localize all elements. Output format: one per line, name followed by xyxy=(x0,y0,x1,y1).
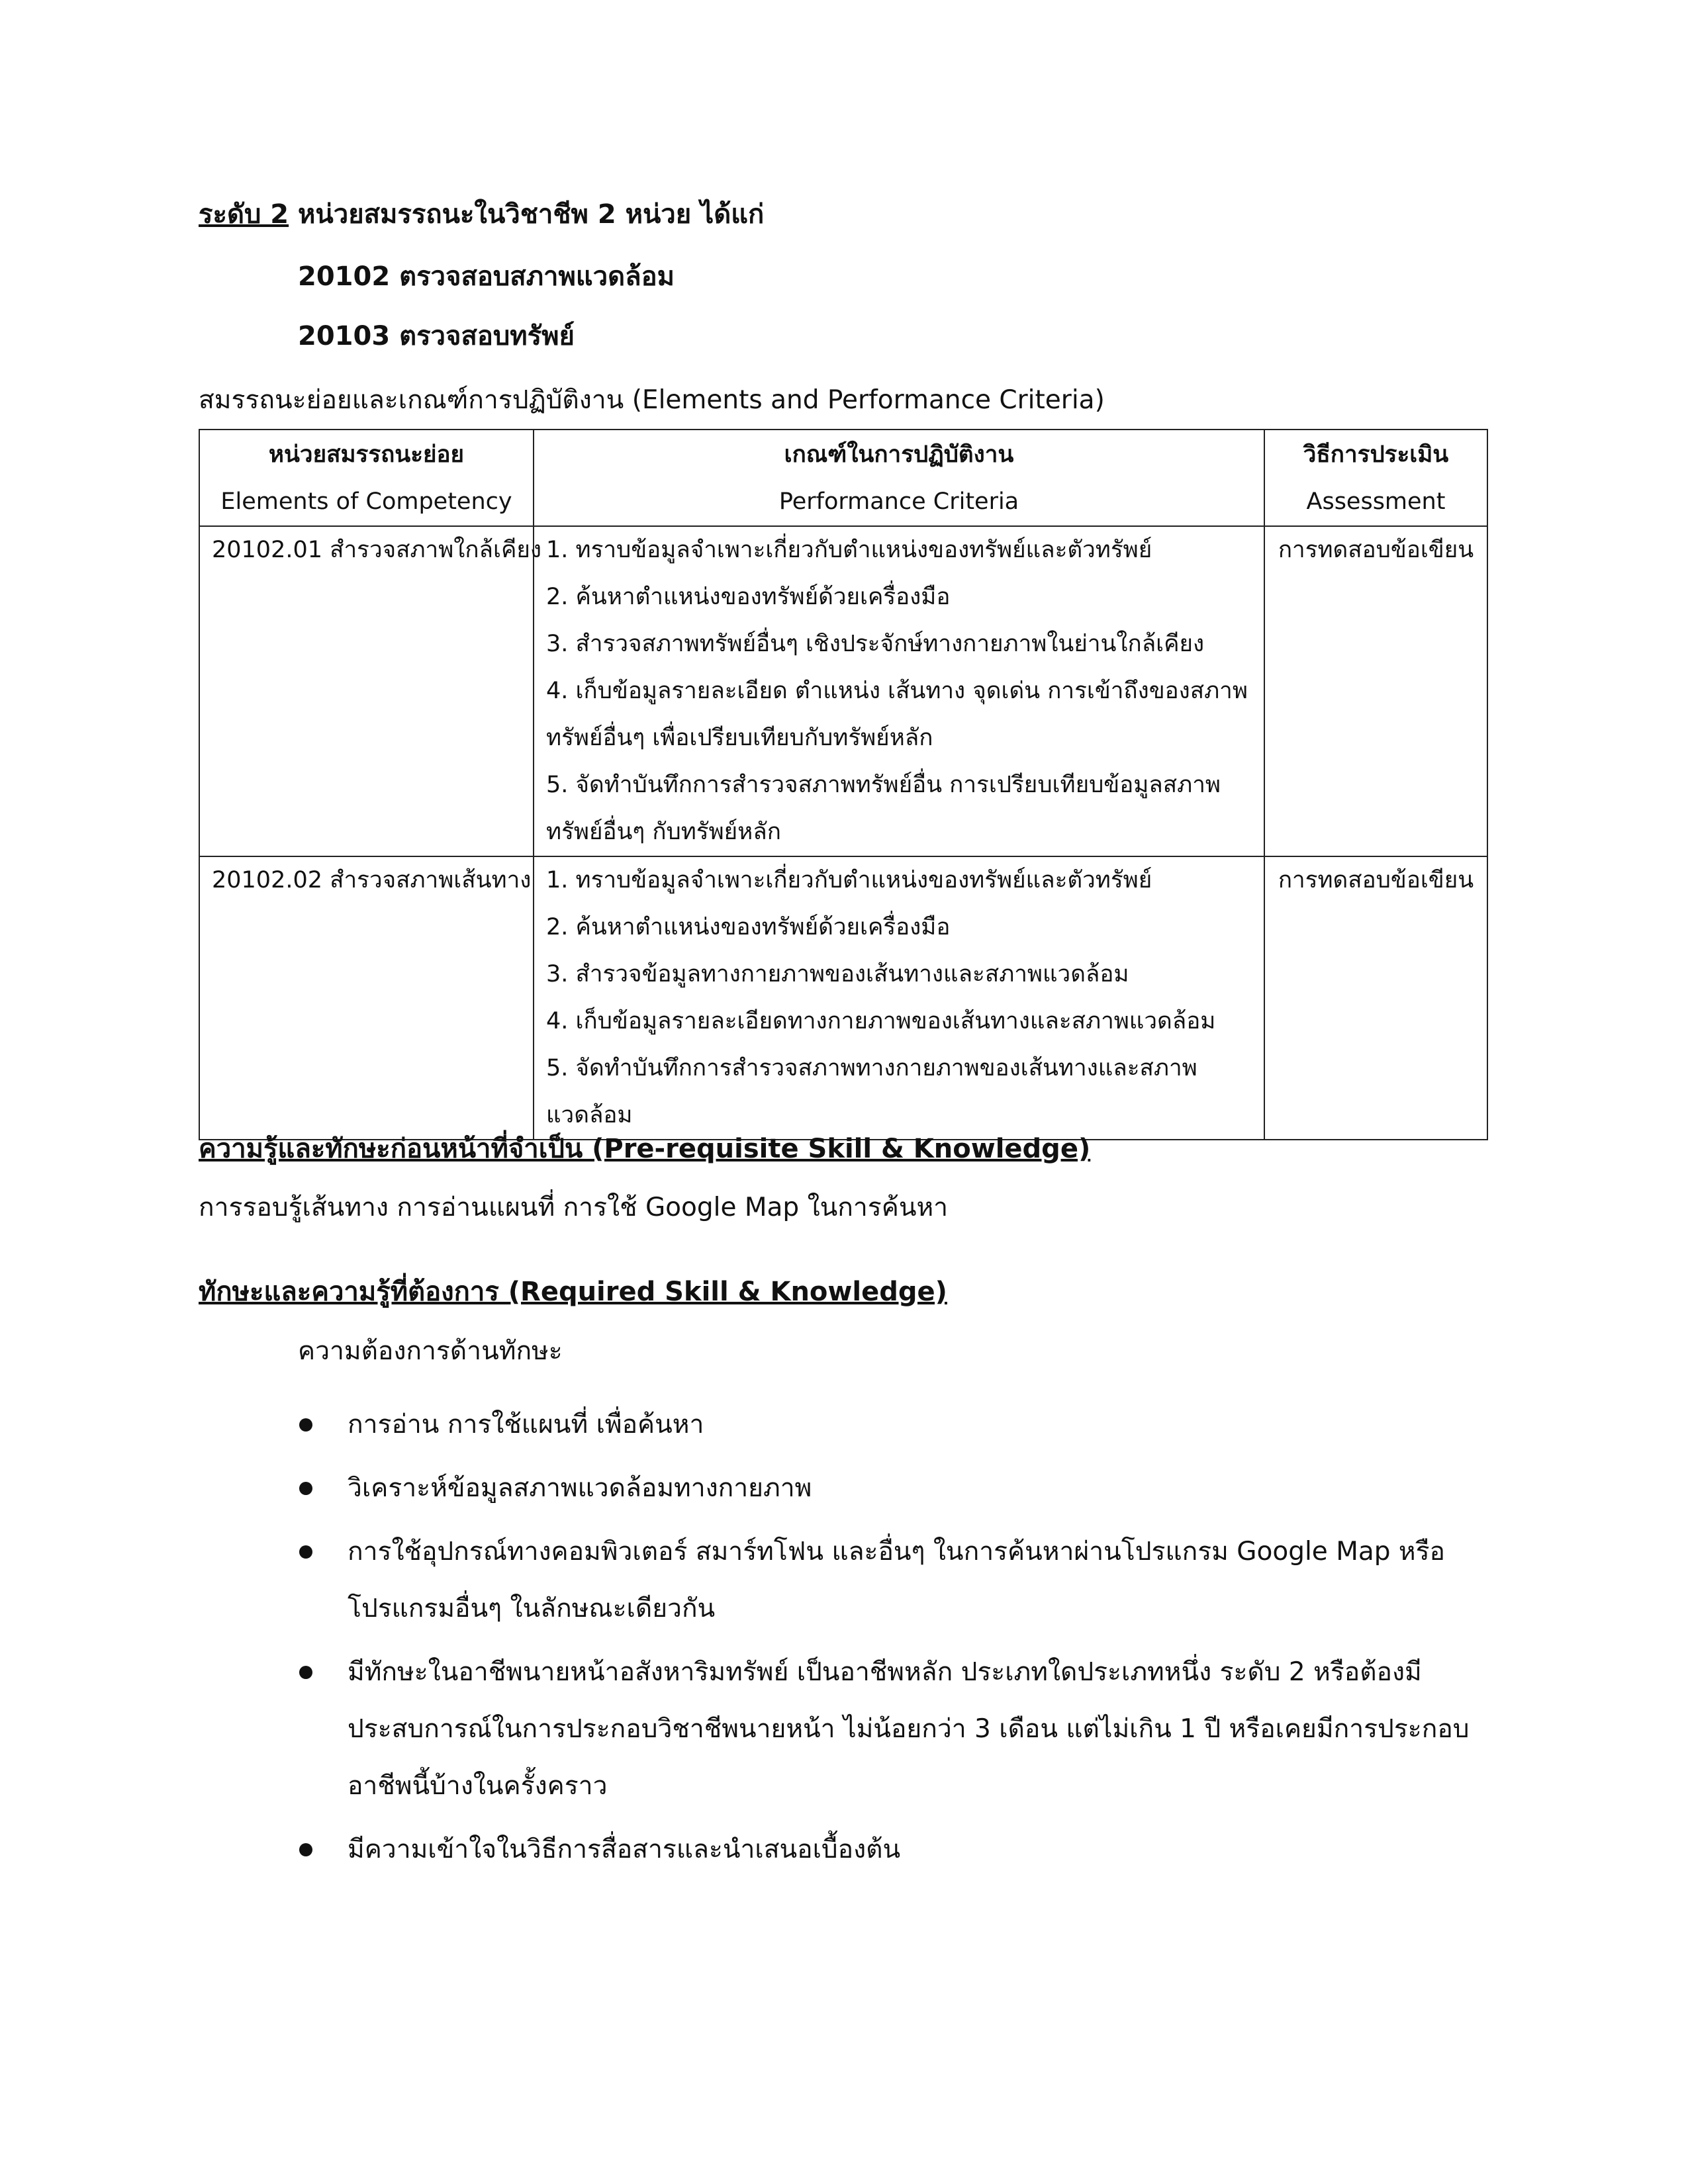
criteria-item: 2. ค้นหาตำแหน่งของทรัพย์ด้วยเครื่องมือ xyxy=(546,914,951,940)
assessment-cell: การทดสอบข้อเขียน xyxy=(1264,856,1487,1140)
criteria-item: 2. ค้นหาตำแหน่งของทรัพย์ด้วยเครื่องมือ xyxy=(546,584,951,610)
table-row xyxy=(199,856,1487,1140)
bullet-text: มีความเข้าใจในวิธีการสื่อสารและนำเสนอเบื้องต้น xyxy=(348,1835,901,1864)
criteria-table xyxy=(199,429,1488,1140)
list-item xyxy=(291,1396,1483,1453)
bullet-dot-icon xyxy=(299,1482,312,1495)
prerequisite-text: การรอบรู้เส้นทาง การอ่านแผนที่ การใช้ Google Map ในการค้นหา xyxy=(199,1193,949,1222)
bullet-dot-icon xyxy=(299,1843,312,1856)
unit-20103: 20103 ตรวจสอบทรัพย์ xyxy=(298,321,575,351)
criteria-item: 5. จัดทำบันทึกการสำรวจสภาพทางกายภาพของเส้นทางและสภาพแวดล้อม xyxy=(546,1055,1197,1128)
bullet-dot-icon xyxy=(299,1666,312,1679)
list-item xyxy=(291,1821,1483,1878)
criteria-item: 1. ทราบข้อมูลจำเพาะเกี่ยวกับตำแหน่งของทรัพย์และตัวทรัพย์ xyxy=(546,537,1152,563)
bullet-dot-icon xyxy=(299,1545,312,1559)
level-heading-text: หน่วยสมรรถนะในวิชาชีพ 2 หน่วย ได้แก่ xyxy=(289,199,765,230)
unit-20102: 20102 ตรวจสอบสภาพแวดล้อม xyxy=(298,261,675,292)
level-heading xyxy=(199,195,764,234)
header-elements xyxy=(199,430,534,526)
bullet-text: การอ่าน การใช้แผนที่ เพื่อค้นหา xyxy=(348,1410,704,1439)
element-cell: 20102.02 สำรวจสภาพเส้นทาง xyxy=(199,856,534,1140)
list-item xyxy=(291,1524,1483,1637)
criteria-item: 3. สำรวจสภาพทรัพย์อื่นๆ เชิงประจักษ์ทางกายภาพในย่านใกล้เคียง xyxy=(546,631,1205,657)
criteria-item: 3. สำรวจข้อมูลทางกายภาพของเส้นทางและสภาพแวดล้อม xyxy=(546,961,1129,987)
header-assessment-th: วิธีการประเมิน xyxy=(1303,441,1449,468)
bullet-text: มีทักษะในอาชีพนายหน้าอสังหาริมทรัพย์ เป็นอาชีพหลัก ประเภทใดประเภทหนึ่ง ระดับ 2 หรือต้องมีประสบการณ์ในการประกอบวิชาชีพนายหน้า ไม่น้อยกว่า 3 เดือน แต่ไม่เกิน 1 ปี หรือเคยมีการประกอบอาชีพนี้บ้างในครั้งคราว xyxy=(348,1657,1470,1801)
criteria-cell xyxy=(534,526,1264,856)
required-subtitle: ความต้องการด้านทักษะ xyxy=(298,1336,563,1366)
header-criteria-en: Performance Criteria xyxy=(778,488,1019,515)
bullet-text: วิเคราะห์ข้อมูลสภาพแวดล้อมทางกายภาพ xyxy=(348,1473,812,1503)
list-item xyxy=(291,1644,1483,1815)
header-criteria xyxy=(534,430,1264,526)
criteria-item: 4. เก็บข้อมูลรายละเอียด ตำแหน่ง เส้นทาง จุดเด่น การเข้าถึงของสภาพทรัพย์อื่นๆ เพื่อเปรียบเทียบกับทรัพย์หลัก xyxy=(546,678,1248,751)
header-elements-en: Elements of Competency xyxy=(220,488,512,515)
level-label: ระดับ 2 xyxy=(199,199,289,230)
skill-bullet-list xyxy=(291,1396,1483,1885)
assessment-cell: การทดสอบข้อเขียน xyxy=(1264,526,1487,856)
header-assessment xyxy=(1264,430,1487,526)
bullet-text: การใช้อุปกรณ์ทางคอมพิวเตอร์ สมาร์ทโฟน และอื่นๆ ในการค้นหาผ่านโปรแกรม Google Map หรือโปรแกรมอื่นๆ ในลักษณะเดียวกัน xyxy=(348,1537,1445,1623)
criteria-cell xyxy=(534,856,1264,1140)
prerequisite-title: ความรู้และทักษะก่อนหน้าที่จำเป็น (Pre-requisite Skill & Knowledge) xyxy=(199,1134,1091,1164)
elements-title: สมรรถนะย่อยและเกณฑ์การปฏิบัติงาน (Elements and Performance Criteria) xyxy=(199,385,1105,415)
header-assessment-en: Assessment xyxy=(1306,488,1446,515)
bullet-dot-icon xyxy=(299,1418,312,1432)
list-item xyxy=(291,1460,1483,1517)
table-row xyxy=(199,526,1487,856)
required-title: ทักษะและความรู้ที่ต้องการ (Required Skill & Knowledge) xyxy=(199,1277,947,1307)
criteria-item: 1. ทราบข้อมูลจำเพาะเกี่ยวกับตำแหน่งของทรัพย์และตัวทรัพย์ xyxy=(546,867,1152,893)
criteria-item: 4. เก็บข้อมูลรายละเอียดทางกายภาพของเส้นทางและสภาพแวดล้อม xyxy=(546,1008,1216,1034)
header-elements-th: หน่วยสมรรถนะย่อย xyxy=(268,441,465,468)
criteria-item: 5. จัดทำบันทึกการสำรวจสภาพทรัพย์อื่น การเปรียบเทียบข้อมูลสภาพทรัพย์อื่นๆ กับทรัพย์หลัก xyxy=(546,772,1221,845)
header-criteria-th: เกณฑ์ในการปฏิบัติงาน xyxy=(784,441,1014,468)
table-header-row xyxy=(199,430,1487,526)
element-cell: 20102.01 สำรวจสภาพใกล้เคียง xyxy=(199,526,534,856)
